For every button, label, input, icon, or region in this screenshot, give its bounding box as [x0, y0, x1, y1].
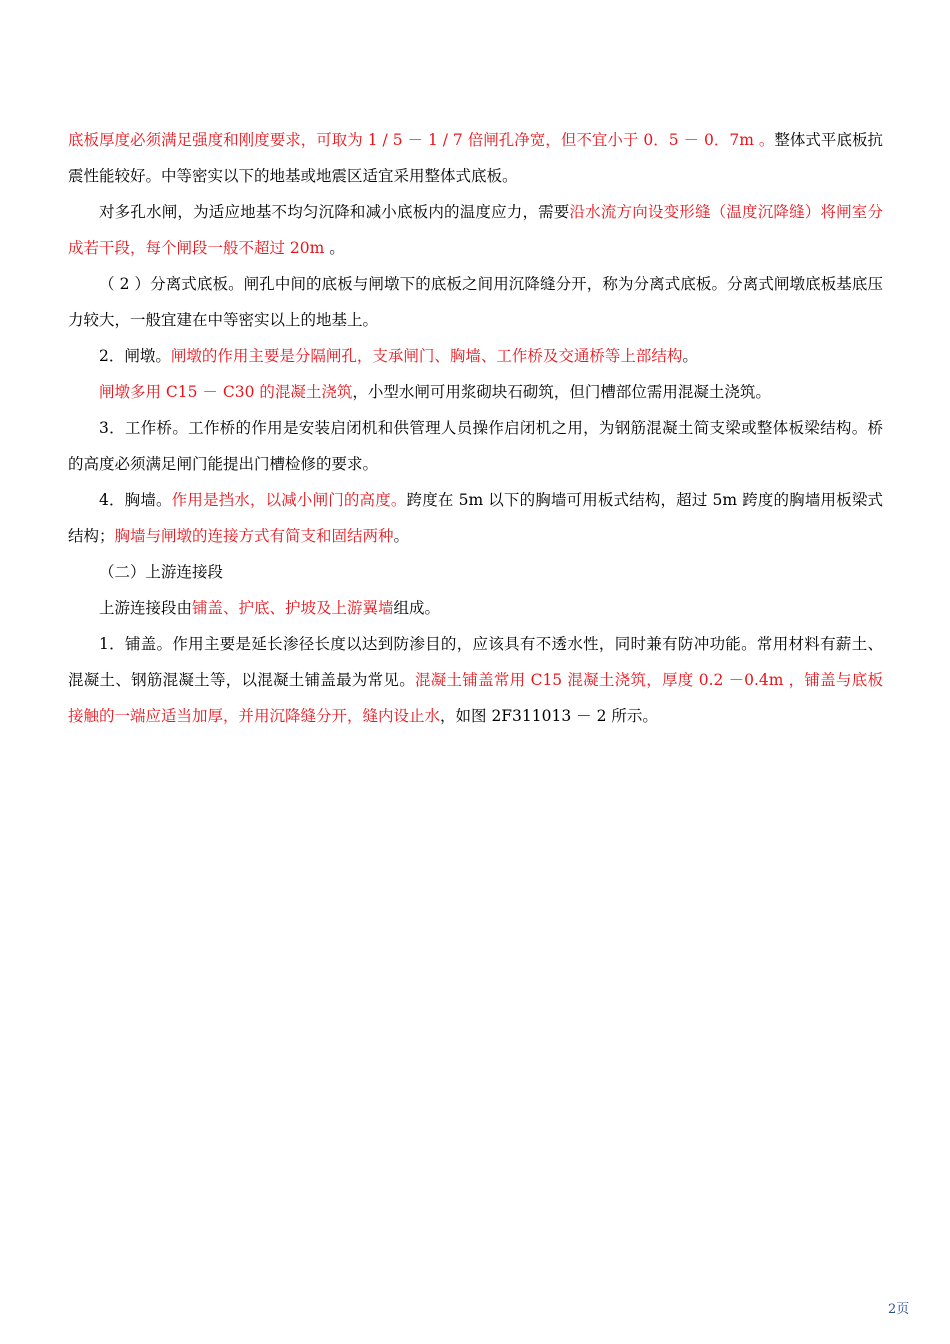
paragraph-pier-material	[68, 374, 883, 410]
text-run: （ 2 ）分离式底板。闸孔中间的底板与闸墩下的底板之间用沉降缝分开，称为分离式底板。分离式闸墩底板基底压力较大，一般宜建在中等密实以上的地基上。	[68, 275, 883, 329]
paragraph-pier	[68, 338, 883, 374]
text-run: 整体式平底板抗震性能较好。中等密实以下的地基或地震区适宜采用整体式底板。	[68, 131, 883, 185]
text-run-highlight: 底板厚度必须满足强度和刚度要求，可取为 1 / 5 － 1 / 7 倍闸孔净宽，但不宜小于 0．5 － 0．7m 。	[68, 131, 775, 149]
text-run: 。	[393, 527, 410, 545]
paragraph-upstream-components	[68, 590, 883, 626]
paragraph-work-bridge	[68, 410, 883, 482]
text-run-highlight: 闸墩多用 C15 － C30 的混凝土浇筑	[99, 383, 353, 401]
text-run-highlight: 铺盖、护底、护坡及上游翼墙	[192, 599, 394, 617]
text-run: 3．工作桥。工作桥的作用是安装启闭机和供管理人员操作启闭机之用，为钢筋混凝土简支梁或整体板梁结构。桥的高度必须满足闸门能提出门槽检修的要求。	[68, 419, 883, 473]
text-run-highlight: 沿水流方向设变形缝（温度沉降缝）将闸室分成若干段，每个闸段一般不超过 20m	[68, 203, 883, 257]
paragraph-base-thickness	[68, 122, 883, 194]
text-run-highlight: 作用是挡水，以减小闸门的高度。	[171, 491, 407, 509]
paragraph-deformation-joint	[68, 194, 883, 266]
text-run: 。	[324, 239, 345, 257]
text-run: 4．胸墙。	[99, 491, 172, 509]
text-run: （二）上游连接段	[99, 563, 224, 581]
text-run: 。	[682, 347, 698, 365]
text-run: 1．铺盖。作用主要是延长渗径长度以达到防渗目的，应该具有不透水性，同时兼有防冲功能。常用材料有薪土、混凝土、钢筋混凝土等，以混凝土铺盖最为常见。	[68, 635, 883, 689]
text-run: 组成。	[393, 599, 441, 617]
page-number: 2页	[888, 1302, 910, 1317]
text-run: 跨度在 5m 以下的胸墙可用板式结构，超过 5m 跨度的胸墙用板梁式结构；	[68, 491, 883, 545]
section-heading-upstream	[68, 554, 883, 590]
text-run: 2．闸墩。	[99, 347, 171, 365]
paragraph-separate-base	[68, 266, 883, 338]
text-run: 上游连接段由	[99, 599, 193, 617]
text-run: ，小型水闸可用浆砌块石砌筑，但门槽部位需用混凝土浇筑。	[352, 383, 771, 401]
paragraph-blanket	[68, 626, 883, 734]
text-run-highlight: 闸墩的作用主要是分隔闸孔，支承闸门、胸墙、工作桥及交通桥等上部结构	[170, 347, 683, 365]
paragraph-breast-wall	[68, 482, 883, 554]
text-run: 对多孔水闸，为适应地基不均匀沉降和减小底板内的温度应力，需要	[99, 203, 570, 221]
text-run: ，如图 2F311013 － 2 所示。	[440, 707, 658, 725]
text-run-highlight: 胸墙与闸墩的连接方式有简支和固结两种	[114, 527, 394, 545]
text-run-highlight: 混凝土铺盖常用 C15 混凝土浇筑，厚度 0.2 －0.4m ，铺盖与底板接触的一端应适当加厚，并用沉降缝分开，缝内设止水	[68, 671, 883, 725]
document-body	[68, 122, 883, 734]
